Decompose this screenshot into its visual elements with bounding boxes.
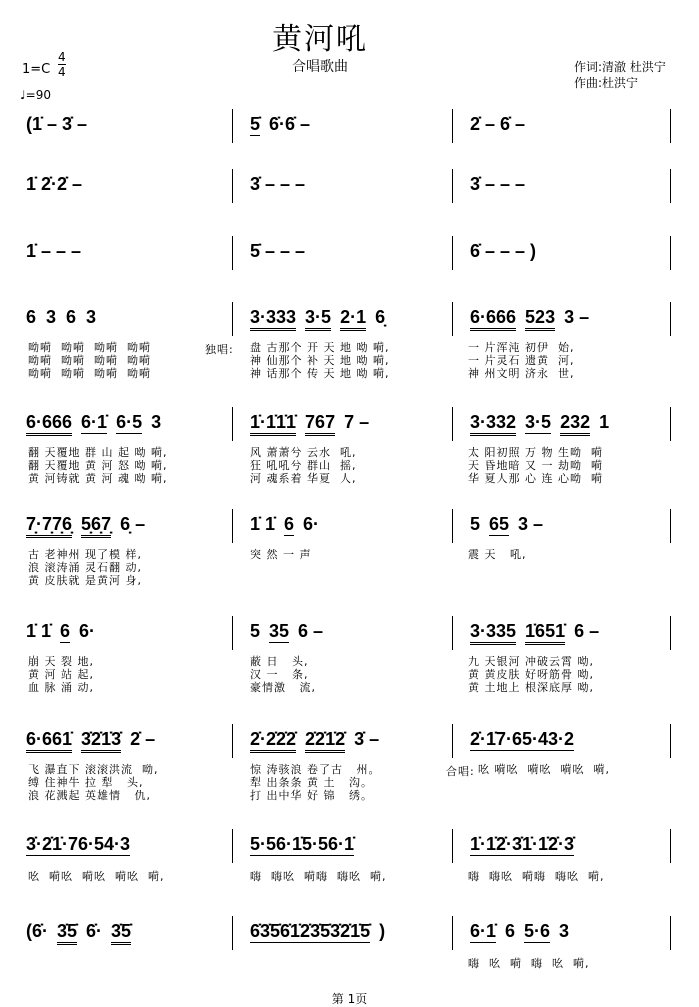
note-group: 6· <box>303 514 320 534</box>
note-group: 3 – <box>564 307 590 327</box>
barline <box>670 724 671 758</box>
lyric-line: 黄 河 站 起, <box>28 668 94 681</box>
lyric-line: 汉 一 条, <box>250 668 309 681</box>
measure <box>26 513 154 538</box>
note-group: 5̇ – – – <box>250 241 306 261</box>
time-signature <box>58 50 66 79</box>
barline <box>452 236 453 270</box>
note-group: 6· <box>79 621 96 641</box>
barline <box>670 236 671 270</box>
note-group: 6̇· <box>86 921 103 941</box>
time-bottom: 4 <box>58 65 66 79</box>
note-group: 3 <box>559 921 570 941</box>
composer-credit: 作曲:杜洪宁 <box>574 76 639 90</box>
lyric-line: 打 出中华 好 锦 绣。 <box>250 789 373 802</box>
note-group: 6̣ – <box>120 514 146 534</box>
measure <box>250 833 363 856</box>
barline <box>232 109 233 143</box>
lyric-line: 黄 皮肤就 是黄河 身, <box>28 574 142 587</box>
note-group: 3̇ – <box>354 729 380 749</box>
lyric-line: 神 州文明 济永 世, <box>468 367 575 380</box>
time-top: 4 <box>58 50 66 64</box>
note-group: 523 <box>525 306 555 331</box>
barline <box>670 109 671 143</box>
lyric-line: 嗨 嗨吆 嗬嗨 嗨吆 嗬, <box>250 870 387 883</box>
song-subtitle: 合唱歌曲 <box>292 59 348 75</box>
lyric-line: 狂 吼吼兮 群山 摇, <box>250 459 357 472</box>
measure <box>250 240 314 262</box>
measure <box>250 620 332 643</box>
note-group: 767 <box>305 411 335 436</box>
page-number: 第 1页 <box>331 992 368 1006</box>
note-group: 2̇ – <box>130 729 156 749</box>
lyric-line: 翻 天覆地 群 山 起 呦 嗬, <box>28 446 168 459</box>
lyric-line: 血 脉 涌 动, <box>28 681 94 694</box>
measure <box>26 728 164 753</box>
note-group: 6 – <box>574 621 600 641</box>
note-group: 6·666 <box>26 411 72 436</box>
note-group: (6̇· <box>26 921 48 941</box>
note-group: 7 – <box>344 412 370 432</box>
lyric-line: 黄 黄皮肤 好呀筋骨 呦, <box>468 668 594 681</box>
barline <box>232 829 233 863</box>
note-group: 5̇ <box>250 114 261 134</box>
measure <box>470 833 583 856</box>
note-group: 6 <box>60 621 71 641</box>
measure <box>250 113 319 136</box>
measure <box>250 513 328 536</box>
measure <box>470 113 534 135</box>
note-group: 3·335 <box>470 620 516 645</box>
note-group: 1 <box>599 412 610 432</box>
lyric-line: 蔽 日 头, <box>250 655 309 668</box>
note-group: 1̇ 1̇ <box>250 514 276 534</box>
lyric-line: 突 然 一 声 <box>250 548 312 561</box>
measure <box>26 173 91 195</box>
lyric-line: 犁 出条条 黄 土 沟。 <box>250 776 373 789</box>
note-group: 65 <box>489 514 510 534</box>
note-group: 3·5 <box>305 306 331 331</box>
barline <box>670 509 671 543</box>
barline <box>452 616 453 650</box>
note-group: 5 <box>470 514 481 534</box>
measure <box>26 920 140 945</box>
solo-label: 独唱: <box>205 343 234 356</box>
measure <box>26 620 104 643</box>
barline <box>670 407 671 441</box>
barline <box>452 509 453 543</box>
measure <box>470 513 552 536</box>
barline <box>232 169 233 203</box>
note-group: 1̇ 1̇ <box>26 621 52 641</box>
lyric-line: 河 魂系着 华夏 人, <box>250 472 357 485</box>
lyric-line: 九 天银河 冲破云霄 呦, <box>468 655 594 668</box>
lyric-line: 神 话那个 传 天 地 呦 嗬, <box>250 367 390 380</box>
lyric-line: 嗨 吆 嗬 嗨 吆 嗬, <box>468 957 590 970</box>
note-group: 35 <box>269 621 290 641</box>
measure <box>250 411 378 436</box>
measure <box>26 113 96 135</box>
lyric-line: 黄 河铸就 黄 河 魂 呦 嗬, <box>28 472 168 485</box>
note-group: 3 – <box>518 514 544 534</box>
barline <box>452 829 453 863</box>
lyric-line: 呦嗬 呦嗬 呦嗬 呦嗬 <box>28 341 151 354</box>
barline <box>232 724 233 758</box>
note-group: 3̇5̇ <box>57 920 77 945</box>
barline <box>232 302 233 336</box>
lyric-line: 华 夏人那 心 连 心呦 嗬 <box>468 472 603 485</box>
note-group: 6 <box>284 514 295 534</box>
lyric-line: 黄 土地上 根深底厚 呦, <box>468 681 594 694</box>
lyric-line: 浪 滚涛涌 灵石翻 动, <box>28 561 142 574</box>
measure <box>470 920 578 943</box>
barline <box>452 916 453 950</box>
barline <box>452 169 453 203</box>
measure <box>470 411 618 436</box>
barline <box>452 407 453 441</box>
note-group: 3̇2̇1̇3̇ <box>81 728 121 753</box>
note-group: 6̇3̇5̇6̇1̇2̇3̇5̇3̇2̇1̇5̇ <box>250 921 371 941</box>
lyric-line: 古 老神州 现了模 样, <box>28 548 142 561</box>
measure <box>470 728 583 751</box>
note-group: 3·332 <box>470 411 516 436</box>
note-group: 6̇·6̇ – <box>269 114 311 134</box>
note-group: 1̇ 2̇·2̇ – <box>26 174 83 194</box>
lyric-line: 太 阳初照 万 物 生呦 嗬 <box>468 446 603 459</box>
note-group: 6·1̇ <box>81 412 108 432</box>
note-group: 5 <box>250 621 261 641</box>
note-group: 3·5 <box>525 412 552 432</box>
barline <box>452 302 453 336</box>
barline <box>670 169 671 203</box>
lyric-line: 惊 涛骇浪 卷了古 州。 <box>250 763 381 776</box>
note-group: 1̇·1̇2̇·3̇1̇·1̇2̇·3̇ <box>470 834 575 854</box>
barline <box>452 724 453 758</box>
lyric-line: 嗨 嗨吆 嗬嗨 嗨吆 嗬, <box>468 870 605 883</box>
note-group: 6 <box>505 921 516 941</box>
measure <box>26 833 139 856</box>
lyric-line: 翻 天覆地 黄 河 怒 呦 嗬, <box>28 459 168 472</box>
lyric-line: 飞 瀑直下 滚滚洪流 呦, <box>28 763 159 776</box>
chorus-label: 合唱: <box>446 765 475 778</box>
note-group: 7̣·7̣7̣6̣ <box>26 513 72 538</box>
note-group: 6 – <box>298 621 324 641</box>
song-title: 黄河吼 <box>272 22 368 57</box>
lyric-line: 一 片灵石 遗黄 河, <box>468 354 575 367</box>
barline <box>232 509 233 543</box>
measure <box>26 240 90 262</box>
barline <box>670 302 671 336</box>
barline <box>670 829 671 863</box>
note-group: 6·5 <box>116 412 143 432</box>
barline <box>232 407 233 441</box>
lyric-line: 神 仙那个 补 天 地 呦 嗬, <box>250 354 390 367</box>
measure <box>470 306 598 331</box>
note-group: 3̇·2̇1̇·76·54·3 <box>26 834 131 854</box>
note-group: (1̇ – 3̇ – <box>26 114 88 134</box>
barline <box>670 616 671 650</box>
note-group: 6·666 <box>470 306 516 331</box>
note-group: 3̇ – – – <box>470 174 526 194</box>
barline <box>232 916 233 950</box>
note-group: 6·1̇ <box>470 921 497 941</box>
lyric-line: 呦嗬 呦嗬 呦嗬 呦嗬 <box>28 354 151 367</box>
key-signature: 1=C <box>22 62 51 77</box>
note-group: 5·56·1̇5·56·1̇ <box>250 834 355 854</box>
note-group: 3̇ – – – <box>250 174 306 194</box>
note-group: 2̇·2̇2̇2̇ <box>250 728 296 753</box>
lyricist-credit: 作词:清澈 杜洪宁 <box>574 60 666 74</box>
note-group: 3·333 <box>250 306 296 331</box>
lyric-line: 崩 天 裂 地, <box>28 655 94 668</box>
lyric-line: 天 昏地暗 又 一 劫呦 嗬 <box>468 459 603 472</box>
note-group: 6·661̇ <box>26 728 72 753</box>
lyric-line: 吆 嗬吆 嗬吆 嗬吆 嗬, <box>28 870 165 883</box>
lyric-line: 盘 古那个 开 天 地 呦 嗬, <box>250 341 390 354</box>
measure <box>26 411 170 436</box>
measure <box>470 240 545 262</box>
lyric-line: 呦嗬 呦嗬 呦嗬 呦嗬 <box>28 367 151 380</box>
note-group: 232 <box>560 411 590 436</box>
measure <box>470 620 608 645</box>
barline <box>452 109 453 143</box>
note-group: 6̣ <box>375 307 386 327</box>
note-group: 1̇·1̇1̇1̇ <box>250 411 296 436</box>
lyric-line: 震 天 吼, <box>468 548 527 561</box>
measure <box>250 306 394 331</box>
measure <box>470 173 534 195</box>
barline <box>670 916 671 950</box>
note-group: 1̇ – – – <box>26 241 82 261</box>
barline <box>232 236 233 270</box>
measure <box>250 920 394 943</box>
measure <box>250 728 388 753</box>
note-group: 1̇651̇ <box>525 620 565 645</box>
lyric-line: 吆 嗬吆 嗬吆 嗬吆 嗬, <box>478 763 610 776</box>
lyric-line: 豪情激 流, <box>250 681 316 694</box>
lyric-line: 风 萧萧兮 云水 吼, <box>250 446 357 459</box>
measure <box>26 306 105 328</box>
lyric-line: 一 片浑沌 初伊 始, <box>468 341 575 354</box>
note-group: 5·6 <box>524 921 551 941</box>
note-group: 2̇2̇1̇2̇ <box>305 728 345 753</box>
note-group: 3̇5̇ <box>111 920 131 945</box>
note-group: ) <box>379 921 386 941</box>
note-group: 2̇·1̇7·65·43·2 <box>470 729 575 749</box>
lyric-line: 缚 住神牛 拉 犁 头, <box>28 776 144 789</box>
measure <box>250 173 314 195</box>
note-group: 6̇ – – – ) <box>470 241 537 261</box>
note-group: 5̣6̣7̣ <box>81 513 111 538</box>
lyric-line: 浪 花溅起 英雄情 仇, <box>28 789 151 802</box>
note-group: 2̇ – 6̇ – <box>470 114 526 134</box>
note-group: 2·1 <box>340 306 366 331</box>
barline <box>232 616 233 650</box>
tempo-marking: ♩=90 <box>20 88 51 102</box>
note-group: 3 <box>151 412 162 432</box>
note-group: 6 3 6 3 <box>26 307 97 327</box>
